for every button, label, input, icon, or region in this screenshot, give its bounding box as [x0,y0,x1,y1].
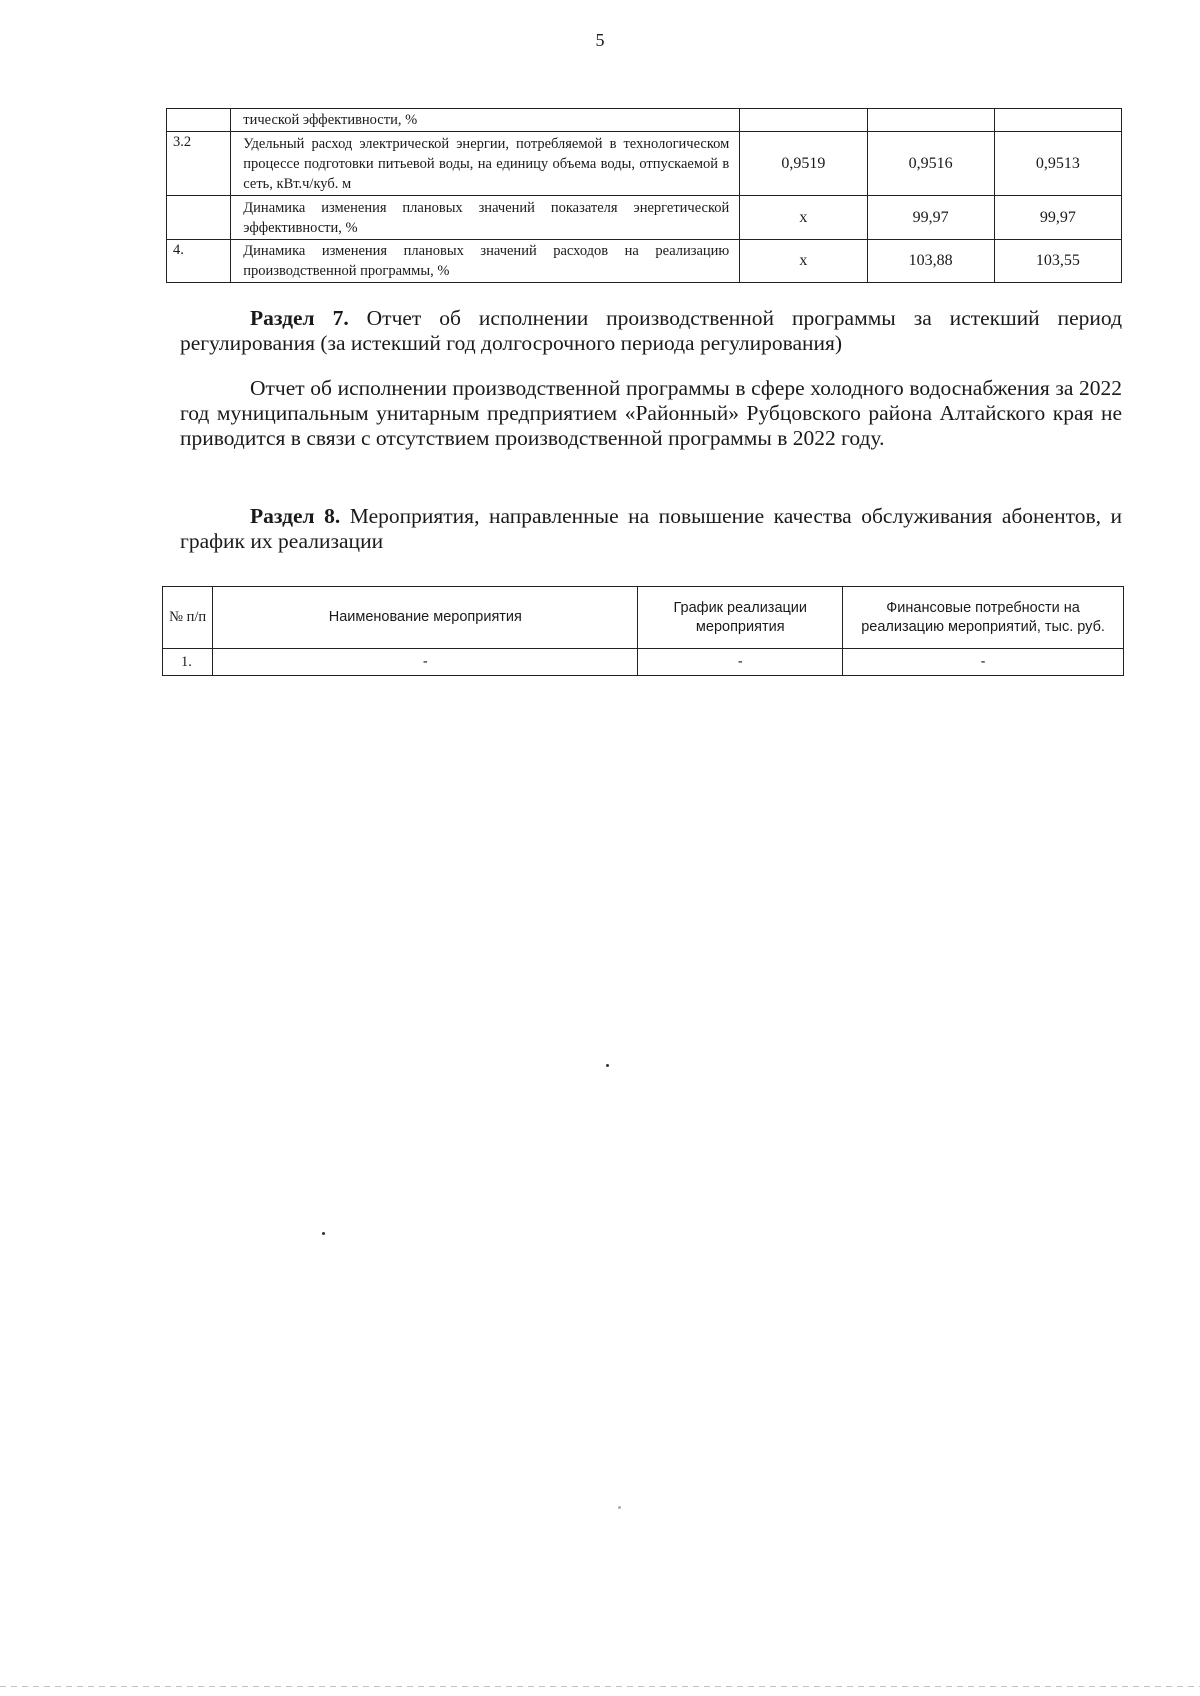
section-8-heading [180,504,1122,554]
scan-speck [618,1506,621,1509]
header-num: № п/п [163,587,213,649]
row-description: Динамика изменения плановых значений показателя энергетической эффективности, % [231,196,740,240]
section-8-title: Мероприятия, направленные на повышение качества обслуживания абонентов, и график их реализации [180,504,1122,553]
page-number: 5 [595,30,605,50]
measure-finance: - [843,649,1124,676]
scan-speck [606,1064,609,1067]
section-7-title: Отчет об исполнении производственной программы за истекший период регулирования (за истекший год долгосрочного периода регулирования) [180,306,1123,355]
value-cell [867,109,994,132]
value-cell: х [740,240,867,283]
measures-table [162,586,1124,676]
row-number: 3.2 [167,132,231,196]
section-7-heading [180,306,1122,356]
value-cell: 99,97 [994,196,1121,240]
table-row [167,132,1122,196]
section-7-body [180,376,1122,451]
row-number [167,109,231,132]
row-description: тической эффективности, % [231,109,740,132]
row-number: 4. [167,240,231,283]
header-schedule: График реализации мероприятия [638,587,843,649]
row-description: Удельный расход электрической энергии, потребляемой в технологическом процессе подготовки питьевой воды, на единицу объема воды, отпускаемой в сеть, кВт.ч/куб. м [231,132,740,196]
value-cell: 0,9513 [994,132,1121,196]
row-number [167,196,231,240]
measure-name: - [213,649,638,676]
value-cell: 103,55 [994,240,1121,283]
table-header-row [163,587,1124,649]
value-cell [994,109,1121,132]
section-7-text: Отчет об исполнении производственной программы в сфере холодного водоснабжения за 2022 год муниципальным унитарным предприятием «Районный» Рубцовского района Алтайского края не приводится в связи с отсутствием производственной программы в 2022 году. [180,376,1122,450]
value-cell: 0,9516 [867,132,994,196]
table-row [167,240,1122,283]
energy-efficiency-table [166,108,1122,283]
row-description: Динамика изменения плановых значений расходов на реализацию производственной программы, % [231,240,740,283]
section-7-label: Раздел 7. [250,306,349,330]
value-cell [740,109,867,132]
value-cell: 99,97 [867,196,994,240]
value-cell: 0,9519 [740,132,867,196]
row-number: 1. [163,649,213,676]
table-row [163,649,1124,676]
measure-schedule: - [638,649,843,676]
value-cell: 103,88 [867,240,994,283]
value-cell: х [740,196,867,240]
section-8-label: Раздел 8. [250,504,341,528]
scan-speck [322,1232,325,1235]
table-row [167,109,1122,132]
table-row [167,196,1122,240]
header-name: Наименование мероприятия [213,587,638,649]
scan-edge-line [0,1686,1200,1687]
header-finance: Финансовые потребности на реализацию мероприятий, тыс. руб. [843,587,1124,649]
